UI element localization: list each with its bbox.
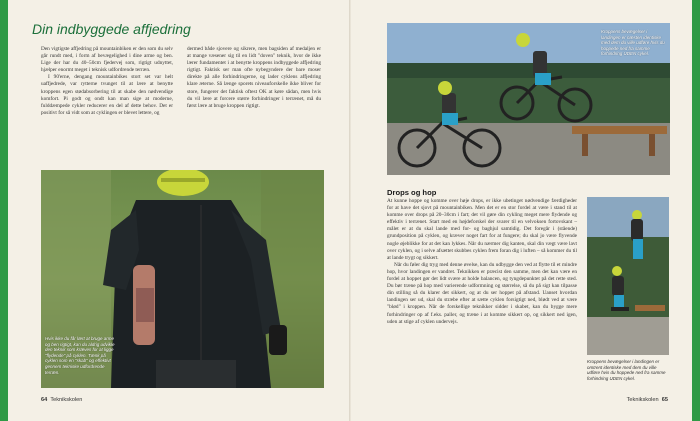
jump-sequence-photo xyxy=(587,197,669,355)
rider-arms-photo xyxy=(41,170,324,388)
page-footer xyxy=(41,397,82,403)
page-number: 65 xyxy=(661,397,668,403)
page-number: 64 xyxy=(41,397,48,403)
text-column-1 xyxy=(41,46,173,117)
page-title: Din indbyggede affjedring xyxy=(32,21,191,37)
photo-caption: Hvis ikke du får lært at bruge arme og ben rigtigt, kan du aldrig udvikle den teknik som kræves for at ligge "flydende" på cyklen. Tænk på cyklen som en "skab" og effektivt gennem tekniske udfordrende terræn. xyxy=(45,336,115,375)
side-photo-caption: Kroppens bevægelser i landingen er omtrent identiske med dem du ville udføre hvis du hoppede ned fra samme forhindring UDEN cykel. xyxy=(587,359,666,381)
photo-caption: Kroppens bevægelser i landingen er næsten identiske med dem du ville udføre hvis du hoppede ned fra samme forhindring UDEN cykel. xyxy=(601,29,665,57)
paragraph: dermed både sjovere og sikrere, men bagsiden af medaljen er at mange væsener sig til en lidt "doven" teknik, hvor de ikke lærer fundamentet i at benytte kroppens indbyggede affjedring rigtigt. Faktisk ser man ofte nybegyndere der bare moser direkte på alle forhindringerne, og lader cyklens affjedring klare æterne. Så længe sporets niveauforskelle ikke bliver for store, fungerer det faktisk oftest OK at køre sådan, men hvis du vil lære at forcere større forhindringer i terrænet, må du først lære at bruge kroppen rigtigt. xyxy=(187,46,321,109)
footer-label: Teknikskolen xyxy=(626,397,659,403)
page-footer xyxy=(627,397,668,403)
jump-sequence-illustration xyxy=(587,197,669,355)
book-gutter xyxy=(349,0,351,421)
right-page xyxy=(350,0,692,421)
bike-drop-photo xyxy=(387,23,670,175)
paragraph: Den vigtigste affjedring på mountainbiken er den som du selv går rundt med, i form af bevægelighed i dine arme og ben. Lige der har du 40–50cm fjedervej som, rigtigt udnyttet, hjælper enormt meget i teknisk udfordrende terræn. xyxy=(41,46,173,74)
paragraph: Når du føler dig tryg med denne øvelse, kan du udbygge den ved at flytte til et mindre hop, hvor landingen er vandret. Teknikken er præcist den samme, men det kan være en fordel at hoppet gør det lidt svære at holde balancen, og tyngdepunktet på det rette sted. Du bør træne på hop med varierende udformning og størrelse, så du på sigt kan tilpasse din stilling så du klarer det sikkert, og at du ser hoppet på afstand. Uanset hvordan landingen ser ud, skal du stræbe efter at sætte cyklen forsigtigt ned, blødt ved at være "blød" i kroppen. Når de forskellige teknikker sidder i skabet, kan du bygge mere forhindringer op af f.eks. paller, og træne i at komme sikkert op, og sikkert ned igen, uden at stige af cyklen undervejs. xyxy=(387,261,577,325)
paragraph: I 90'erne, dengang mountainbikes stort set var helt uaffjedrede, var rytterne tvunget til at lære at benytte kroppens egen stødabsorbering til at skabe den nødvendige komfort. Pi godt og ondt kan man sige at moderne, fulddæmpede cykler reducerer en del af dette behov. Det er positivt for så vidt som at cyklingen er blevet lettere, og xyxy=(41,74,173,116)
paragraph: At kunne hoppe og komme over høje drops, er ikke ubetinget nødvendige færdigheder for at have det sjovt på mountainbiken. Men det er en stor fordel at være i stand til at komme over drops på 20–30cm i fart; det vil gøre din cykling meget mere flydende og effektiv i terrænet. Start med en højdeforskel der svarer til en velvoksen fortovskant – målet er at du skal lande med for- og baghjul samtidig. Det foregår i (stående) grundposition på cyklen, og kræver noget fart for at fungere; du skal jo være flyvende nogle øjeblikke for at det kan lykkes. Når du nærmer dig kanten, skal din vægt være lavt over cyklen, og i selve afsættet skubbes cyklen frem foran dig i luften – så kommer du til at lande trygt og sikkert. xyxy=(387,198,577,261)
text-column-2 xyxy=(187,46,321,110)
footer-label: Teknikskolen xyxy=(50,397,83,403)
section-heading: Drops og hop xyxy=(387,188,437,197)
body-text xyxy=(387,198,577,326)
left-page xyxy=(8,0,350,421)
book-spread xyxy=(8,0,692,421)
